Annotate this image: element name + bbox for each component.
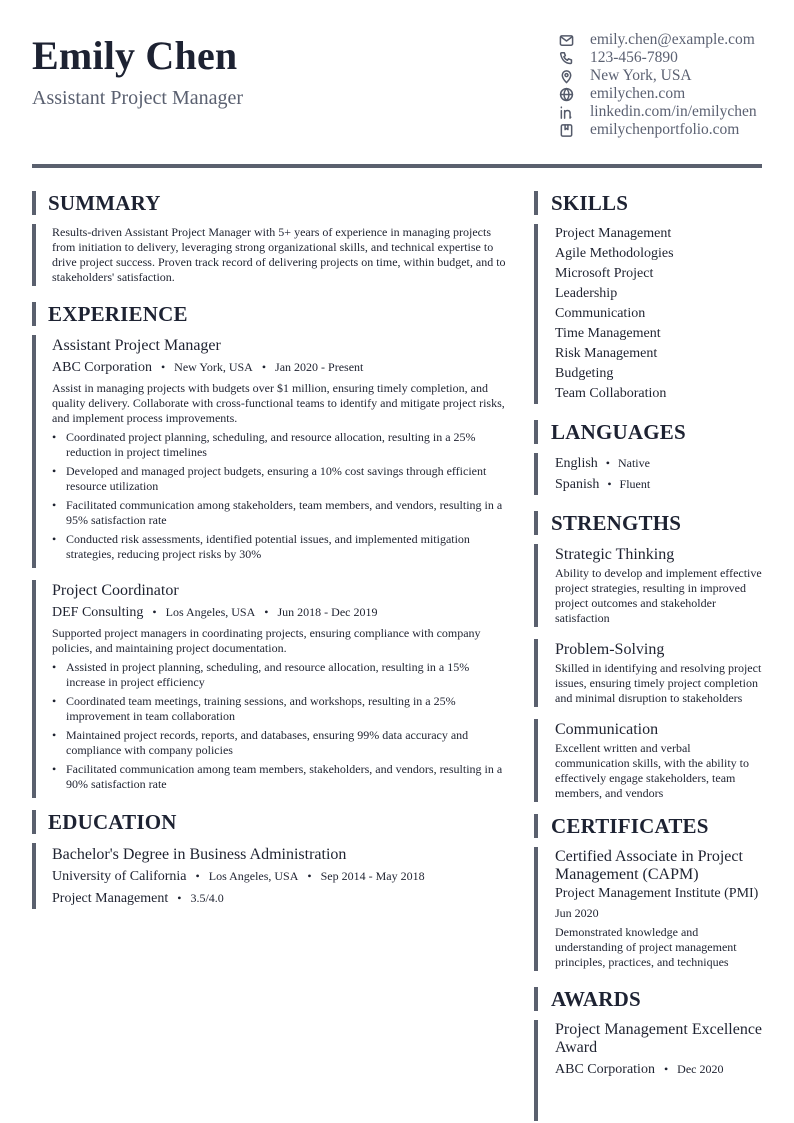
job-entry <box>32 335 510 568</box>
skills-heading <box>534 191 766 215</box>
award-date: Dec 2020 <box>677 1062 724 1076</box>
education-field: Project Management <box>52 891 169 906</box>
strength-item <box>534 719 766 802</box>
strengths-heading <box>534 511 766 535</box>
achievement-item: • Assisted in project planning, scheduling, and resource allocation, resulting in a 15% increase in project efficiency <box>52 660 510 690</box>
experience-heading-text: EXPERIENCE <box>48 301 188 326</box>
language-item <box>555 474 766 495</box>
job-title: Assistant Project Manager <box>52 337 221 354</box>
candidate-name: Emily Chen <box>32 33 238 78</box>
contact-linkedin-text: linkedin.com/in/emilychen <box>590 103 757 120</box>
job-meta <box>52 358 510 377</box>
job-meta <box>52 603 510 622</box>
contact-phone[interactable] <box>557 49 787 67</box>
separator-dot: • <box>264 605 269 619</box>
achievement-item: • Maintained project records, reports, and databases, ensuring 99% data accuracy and compliance with company policies <box>52 728 510 758</box>
summary-section <box>32 224 510 286</box>
award-meta <box>555 1060 766 1079</box>
education-heading-text: EDUCATION <box>48 809 177 834</box>
job-company: DEF Consulting <box>52 605 144 620</box>
portfolio-icon <box>557 121 575 139</box>
separator-dot: • <box>663 1062 669 1076</box>
certificates-heading-text: CERTIFICATES <box>551 813 709 838</box>
skill-item: Time Management <box>555 326 661 341</box>
award-entry <box>534 1020 766 1121</box>
skill-item: Project Management <box>555 226 672 241</box>
language-item <box>555 453 766 474</box>
job-dates: Jan 2020 - Present <box>275 360 364 374</box>
contact-website-text: emilychen.com <box>590 85 686 102</box>
award-title: Project Management Excellence Award <box>555 1021 763 1056</box>
separator-dot: • <box>195 869 200 883</box>
awards-heading <box>534 987 766 1011</box>
contact-linkedin[interactable] <box>557 103 787 121</box>
achievement-item: • Developed and managed project budgets, ensuring a 10% cost savings through efficient resource utilization <box>52 464 510 494</box>
separator-dot: • <box>160 360 166 374</box>
strength-description: Excellent written and verbal communication skills, with the ability to effectively engage stakeholders, team members, and vendors <box>555 741 749 800</box>
globe-icon <box>557 85 575 103</box>
strength-description: Ability to develop and implement effective project strategies, resulting in improved project outcomes and stakeholder satisfaction <box>555 566 762 625</box>
job-location: Los Angeles, USA <box>165 605 256 619</box>
separator-dot: • <box>177 891 182 905</box>
education-entry <box>32 843 510 909</box>
contact-list <box>557 31 787 139</box>
experience-heading <box>32 302 510 326</box>
certificate-issuer: Project Management Institute (PMI) <box>555 886 759 901</box>
job-dates: Jun 2018 - Dec 2019 <box>277 605 378 619</box>
job-achievements <box>52 660 510 792</box>
summary-heading-text: SUMMARY <box>48 190 161 215</box>
skill-item: Microsoft Project <box>555 266 654 281</box>
school-name: University of California <box>52 869 187 884</box>
separator-dot: • <box>307 869 312 883</box>
language-level: Fluent <box>619 477 651 491</box>
education-gpa: 3.5/4.0 <box>190 891 224 905</box>
certificate-date: Jun 2020 <box>555 906 599 920</box>
skill-item: Communication <box>555 306 646 321</box>
separator-dot: • <box>607 477 612 491</box>
job-description: Assist in managing projects with budgets over $1 million, ensuring timely completion, and quality delivery. Collaborate with cross-functional teams to identify and mitigate project risks, and implement process improvements. <box>52 381 505 425</box>
skill-item: Agile Methodologies <box>555 246 674 261</box>
certificate-title: Certified Associate in Project Management (CAPM) <box>555 848 743 883</box>
education-field-row <box>52 889 510 908</box>
skills-list <box>534 224 766 404</box>
left-column <box>32 191 510 909</box>
job-entry <box>32 580 510 798</box>
summary-heading <box>32 191 510 215</box>
linkedin-icon <box>557 103 575 121</box>
strength-title: Problem-Solving <box>555 641 665 658</box>
skill-item: Budgeting <box>555 366 614 381</box>
strength-title: Strategic Thinking <box>555 546 675 563</box>
language-level: Native <box>617 456 650 470</box>
languages-heading <box>534 420 766 444</box>
right-column <box>534 191 766 1121</box>
job-title: Project Coordinator <box>52 582 179 599</box>
awards-heading-text: AWARDS <box>551 986 641 1011</box>
achievement-item: • Conducted risk assessments, identified potential issues, and implemented mitigation strategies, reducing project risks by 30% <box>52 532 510 562</box>
school-location: Los Angeles, USA <box>208 869 299 883</box>
degree-title: Bachelor's Degree in Business Administration <box>52 846 347 863</box>
envelope-icon <box>557 31 575 49</box>
achievement-item: • Facilitated communication among stakeholders, team members, and vendors, resulting in a 95% satisfaction rate <box>52 498 510 528</box>
job-achievements <box>52 430 510 562</box>
contact-email-text: emily.chen@example.com <box>590 31 755 48</box>
education-heading <box>32 810 510 834</box>
separator-dot: • <box>152 605 157 619</box>
certificates-heading <box>534 814 766 838</box>
strength-description: Skilled in identifying and resolving project issues, ensuring timely project completion and minimal disruption to stakeholders <box>555 661 762 705</box>
job-description: Supported project managers in coordinating projects, ensuring compliance with company policies, and maintaining project documentation. <box>52 626 481 655</box>
certificate-description: Demonstrated knowledge and understanding of project management principles, practices, and techniques <box>555 925 737 969</box>
strength-title: Communication <box>555 721 659 738</box>
certificate-entry <box>534 847 766 971</box>
candidate-title: Assistant Project Manager <box>32 87 244 109</box>
contact-phone-text: 123-456-7890 <box>590 49 678 66</box>
separator-dot: • <box>261 360 267 374</box>
contact-location <box>557 67 787 85</box>
contact-email[interactable] <box>557 31 787 49</box>
skill-item: Leadership <box>555 286 618 301</box>
education-meta <box>52 867 510 886</box>
achievement-item: • Facilitated communication among team members, stakeholders, and vendors, resulting in a 90% satisfaction rate <box>52 762 510 792</box>
summary-text: Results-driven Assistant Project Manager with 5+ years of experience in managing projects from initiation to delivery, leveraging strong organizational skills, and technical expertise to drive project success. Proven track record of delivering projects on time, within budget, and to stakeholders' satisfaction. <box>52 225 506 284</box>
skill-item: Risk Management <box>555 346 658 361</box>
skill-item: Team Collaboration <box>555 386 667 401</box>
location-pin-icon <box>557 67 575 85</box>
languages-list <box>534 453 766 495</box>
language-name: English <box>555 456 598 471</box>
job-location: New York, USA <box>174 360 253 374</box>
education-dates: Sep 2014 - May 2018 <box>320 869 425 883</box>
achievement-item: • Coordinated team meetings, training sessions, and workshops, resulting in a 25% improvement in team collaboration <box>52 694 510 724</box>
language-name: Spanish <box>555 477 600 492</box>
contact-location-text: New York, USA <box>590 67 692 84</box>
job-company: ABC Corporation <box>52 360 152 375</box>
award-issuer: ABC Corporation <box>555 1062 655 1077</box>
skills-heading-text: SKILLS <box>551 190 629 215</box>
phone-icon <box>557 49 575 67</box>
strength-item <box>534 544 766 627</box>
contact-portfolio[interactable] <box>557 121 787 139</box>
separator-dot: • <box>605 456 610 470</box>
contact-portfolio-text: emilychenportfolio.com <box>590 121 740 138</box>
languages-heading-text: LANGUAGES <box>551 419 686 444</box>
achievement-item: • Coordinated project planning, scheduling, and resource allocation, resulting in a 25% reduction in project timelines <box>52 430 510 460</box>
strength-item <box>534 639 766 707</box>
strengths-heading-text: STRENGTHS <box>551 510 682 535</box>
contact-website[interactable] <box>557 85 787 103</box>
header-divider <box>32 164 762 168</box>
